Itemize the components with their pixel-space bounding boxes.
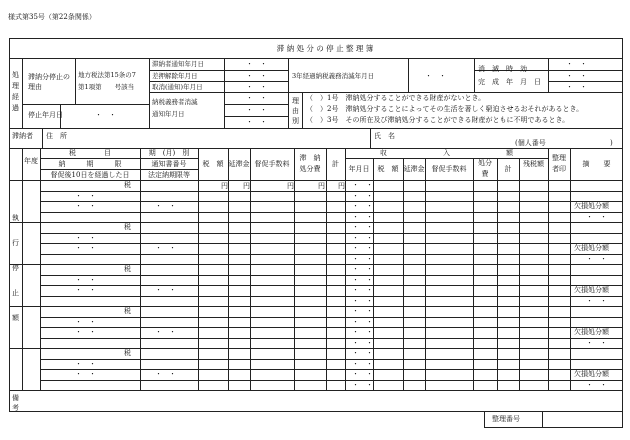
col-year: 年度 <box>24 157 38 165</box>
three-year-value: ・ ・ <box>425 72 446 80</box>
row-tax-label: 税 <box>124 181 131 189</box>
col-a3: 督促後10日を経過した日 <box>50 171 130 179</box>
col-dun: 督促手数料 <box>254 160 290 168</box>
row-date-dot: ・ ・ <box>352 317 373 326</box>
col-b2: 通知書番号 <box>151 160 187 168</box>
tax-duty-value-1: ・ ・ <box>246 94 267 102</box>
stop-date-value: ・ ・ <box>95 111 116 119</box>
seizure-release-label: 差押解除年月日 <box>152 72 198 80</box>
biko-label: 備考 <box>12 394 19 412</box>
row-dot-c: ・ ・ <box>155 202 176 210</box>
form-id: 様式第35号（第22条関係） <box>8 13 96 21</box>
row-date-dot: ・ ・ <box>352 349 373 357</box>
row-date-dot: ・ ・ <box>352 296 373 305</box>
col-late2: 延滞金 <box>403 165 425 173</box>
col-remain: 残税額 <box>523 160 544 168</box>
row-date-dot: ・ ・ <box>352 254 373 263</box>
row-note: 欠損処分額 <box>574 286 609 294</box>
row-dot-b: ・ ・ <box>75 328 96 336</box>
yen-5: 円 <box>338 182 345 190</box>
shikko-3: 停 <box>12 264 19 272</box>
col-a2: 納 期 限 <box>58 160 122 168</box>
row-date-dot: ・ ・ <box>352 359 373 368</box>
row-dot-b: ・ ・ <box>75 202 96 210</box>
cancel-date-value: ・ ・ <box>246 83 267 91</box>
row-date-dot: ・ ・ <box>352 338 373 347</box>
col-tax: 税 額 <box>202 160 224 168</box>
name-label: 氏 名 <box>374 132 395 140</box>
yen-1: 円 <box>221 182 228 190</box>
col-manager-2: 者印 <box>552 165 566 173</box>
row-date-dot: ・ ・ <box>352 328 373 336</box>
col-summary: 摘 要 <box>582 160 611 168</box>
row-dot-a: ・ ・ <box>75 191 96 200</box>
extinct-value-2: ・ ・ <box>566 72 587 80</box>
shikko-4: 止 <box>12 289 19 297</box>
extinct-value-1: ・ ・ <box>566 60 587 68</box>
cancel-date-label: 取消(通知)年月日 <box>152 83 203 91</box>
shikko-1: 執 <box>12 214 19 222</box>
reason-item-3: （ ）3号 その所在及び滞納処分することができる財産がともに不明であるとき。 <box>306 116 570 124</box>
personal-no-label: (個人番号 <box>515 139 546 147</box>
row-date-dot: ・ ・ <box>352 233 373 242</box>
row-note: 欠損処分額 <box>574 202 609 210</box>
address-label: 住 所 <box>46 132 67 140</box>
row-date-dot: ・ ・ <box>352 307 373 315</box>
row-tax-label: 税 <box>124 265 131 273</box>
law-text-2: 第1項第 号該当 <box>78 83 135 91</box>
row-note-dot: ・ ・ <box>586 212 607 221</box>
three-year-label: 3年経過納税義務消滅年月日 <box>292 72 375 80</box>
row-dot-b: ・ ・ <box>75 370 96 378</box>
tax-duty-value-2: ・ ・ <box>246 106 267 114</box>
extinct-label-1: 消 滅 時 効 <box>478 65 527 73</box>
row-date-dot: ・ ・ <box>352 286 373 294</box>
row-note: 欠損処分額 <box>574 328 609 336</box>
row-dot-c: ・ ・ <box>155 244 176 252</box>
seizure-release-value: ・ ・ <box>246 72 267 80</box>
yen-2: 円 <box>243 182 250 190</box>
row-date-dot: ・ ・ <box>352 202 373 210</box>
row-tax-label: 税 <box>124 349 131 357</box>
reason-item-1: （ ）1号 滞納処分することができる財産がないとき。 <box>306 94 486 102</box>
col-proc-2: 処分費 <box>299 165 321 173</box>
row-dot-b: ・ ・ <box>75 286 96 294</box>
row-note-dot: ・ ・ <box>586 254 607 263</box>
seiri-label: 整理番号 <box>492 415 520 423</box>
col-late: 延滞金 <box>228 160 250 168</box>
row-date-dot: ・ ・ <box>352 191 373 200</box>
shikko-2: 行 <box>12 239 19 247</box>
notice-date-value: ・ ・ <box>246 60 267 68</box>
col-tax2: 税 額 <box>377 165 399 173</box>
reason-item-2: （ ）2号 滞納処分することによってその生活を著しく窮迫させるおそれがあるとき。 <box>306 105 584 113</box>
row-dot-c: ・ ・ <box>155 328 176 336</box>
row-date-dot: ・ ・ <box>352 370 373 378</box>
row-dot-a: ・ ・ <box>75 317 96 326</box>
yen-4: 円 <box>318 182 325 190</box>
shikko-5: 額 <box>12 314 19 322</box>
reason-label: 滞納分停止の理由 <box>28 73 70 91</box>
row-note-dot: ・ ・ <box>586 380 607 389</box>
yen-3: 円 <box>287 182 294 190</box>
row-date-dot: ・ ・ <box>352 244 373 252</box>
col-proc2-2: 費 <box>481 170 489 178</box>
row-note: 欠損処分額 <box>574 244 609 252</box>
col-date: 年月日 <box>348 165 370 173</box>
row-date-dot: ・ ・ <box>352 223 373 231</box>
row-dot-c: ・ ・ <box>155 370 176 378</box>
extinct-value-3: ・ ・ <box>566 83 587 91</box>
row-dot-a: ・ ・ <box>75 275 96 284</box>
col-proc2-1: 処分 <box>478 159 492 167</box>
col-b1: 期 (月) 別 <box>148 149 190 157</box>
col-dun2: 督促手数料 <box>431 165 467 173</box>
taxpayer-label: 滞納者 <box>12 132 33 140</box>
row-date-dot: ・ ・ <box>352 212 373 221</box>
shori-label: 処理経過 <box>12 71 19 112</box>
row-tax-label: 税 <box>124 307 131 315</box>
row-date-dot: ・ ・ <box>352 380 373 389</box>
col-total2: 計 <box>504 165 512 173</box>
form-title: 滞 納 処 分 の 停 止 整 理 簿 <box>276 44 374 53</box>
row-date-dot: ・ ・ <box>352 275 373 284</box>
row-date-dot: ・ ・ <box>352 265 373 273</box>
row-note-dot: ・ ・ <box>586 338 607 347</box>
stop-date-label: 停止年月日 <box>28 111 63 119</box>
row-date-dot: ・ ・ <box>352 181 373 189</box>
tax-duty-label-1: 納税義務者消滅 <box>152 98 198 106</box>
row-dot-a: ・ ・ <box>75 359 96 368</box>
col-proc-1: 滞 納 <box>299 154 321 162</box>
row-tax-label: 税 <box>124 223 131 231</box>
col-income: 収 入 額 <box>380 149 513 157</box>
row-dot-a: ・ ・ <box>75 233 96 242</box>
tax-duty-value-3: ・ ・ <box>246 118 267 126</box>
reasons-label: 理由別 <box>292 97 299 125</box>
personal-no-close: ) <box>610 139 613 147</box>
notice-date-label: 滞納者通知年月日 <box>152 60 204 68</box>
tax-duty-label-2: 通知年月日 <box>152 110 185 118</box>
col-manager-1: 整理 <box>552 154 566 162</box>
col-a1: 税 目 <box>69 149 111 157</box>
col-b3: 法定納期限等 <box>148 171 190 179</box>
row-dot-b: ・ ・ <box>75 244 96 252</box>
extinct-label-2: 完 成 年 月 日 <box>478 78 541 86</box>
col-total: 計 <box>332 160 339 168</box>
row-note-dot: ・ ・ <box>586 296 607 305</box>
row-dot-c: ・ ・ <box>155 286 176 294</box>
law-text-1: 地方税法第15条の7 <box>78 71 136 79</box>
row-note: 欠損処分額 <box>574 370 609 378</box>
